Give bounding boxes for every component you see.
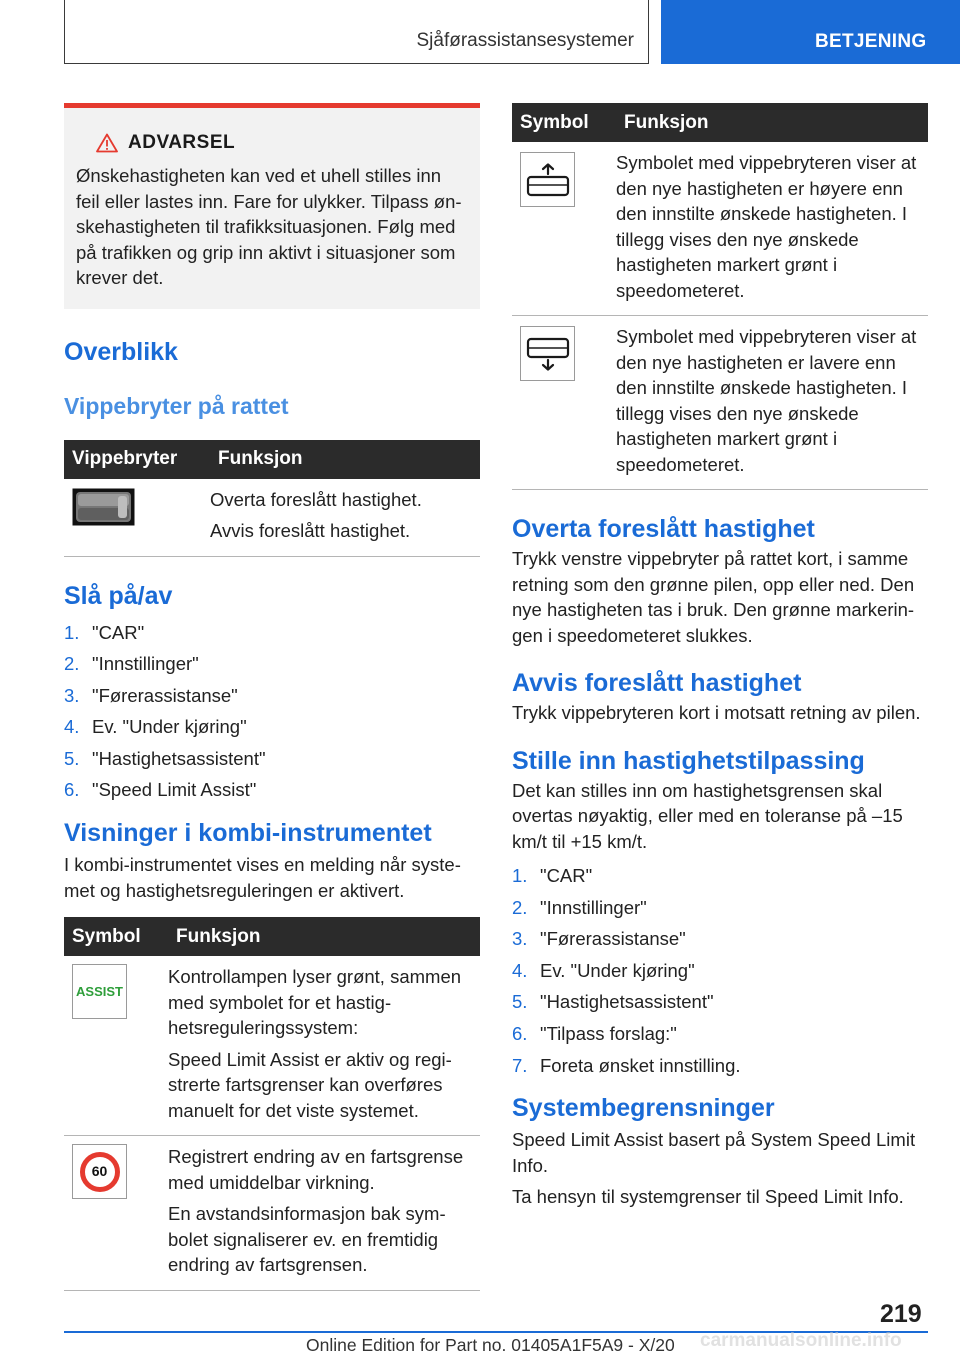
header-title: Sjåførassistansesystemer — [416, 30, 634, 51]
symbol-table-header-function: Funksjon — [168, 917, 480, 956]
adjust-steps — [512, 860, 928, 1081]
symbol-function-text: En avstandsinformasjon bak symbolet signaliserer ev. en fremtidig endring av fartsgrensen. — [168, 1203, 446, 1276]
symbol-function-text: Registrert endring av en fartsgrense med umiddelbar virkning. — [168, 1146, 464, 1193]
right-column — [512, 103, 928, 1210]
table-row — [64, 956, 480, 1136]
warning-box — [64, 103, 480, 309]
speed-limit-sign-icon: 60 — [72, 1144, 127, 1199]
rocker-function-accept: Overta foreslått hastighet. — [210, 488, 422, 510]
watermark: carmanualsonline.info — [700, 1330, 902, 1351]
symbol-table-header-symbol: Symbol — [512, 103, 616, 142]
rocker-subheading: Vippebryter på rattet — [64, 392, 289, 419]
symbol-table-header-function: Funksjon — [616, 103, 928, 142]
list-item: 2. "Innstillinger" — [512, 896, 647, 918]
adjust-heading: Stille inn hastighetstilpassing — [512, 746, 865, 775]
rocker-up-icon — [520, 152, 575, 207]
accept-text: Trykk venstre vippebryter på rattet kort, i samme retning som den grønne pilen, opp eller ned. Den nye hastigheten tas i bruk. Den grønne markeringen i speedometeret slukkes. — [512, 548, 915, 646]
list-item: 1. "CAR" — [64, 621, 145, 643]
onoff-heading: Slå på/av — [64, 581, 173, 610]
header-title-box — [64, 0, 649, 64]
list-item: 7. Foreta ønsket innstilling. — [512, 1054, 741, 1076]
symbol-function-text: Kontrollampen lyser grønt, sammen med symbolet for et hastighetsreguleringssystem: — [168, 966, 462, 1039]
list-item: 6. "Speed Limit Assist" — [64, 779, 257, 801]
rocker-table-header-function: Funksjon — [210, 440, 480, 479]
rocker-table — [64, 440, 480, 557]
rocker-switch-icon — [72, 488, 135, 526]
table-row — [64, 479, 480, 557]
adjust-text: Det kan stilles inn om hastighetsgrensen skal overtas nøyaktig, eller med en toleranse på –15 km/t til +15 km/t. — [512, 779, 903, 852]
list-item: 4. Ev. "Under kjøring" — [64, 716, 247, 738]
rocker-down-icon — [520, 326, 575, 381]
limits-text-2: Ta hensyn til systemgrenser til Speed Limit Info. — [512, 1186, 904, 1208]
display-heading: Visninger i kombi-instrumentet — [64, 819, 432, 848]
reject-heading: Avvis foreslått hastighet — [512, 669, 802, 697]
page-number: 219 — [880, 1300, 922, 1328]
list-item: 3. "Førerassistanse" — [512, 928, 686, 950]
rocker-table-header-symbol: Vippebryter — [64, 440, 210, 479]
limits-text-1: Speed Limit Assist basert på System Speed Limit Info. — [512, 1129, 916, 1176]
warning-triangle-icon — [96, 133, 118, 153]
symbol-function-text: Symbolet med vippebryteren viser at den nye hastigheten er lavere enn den innstilte ønskede hastigheten. I tillegg vises den nye ønskede hastigheten markert grønt i speedometeret. — [616, 326, 917, 475]
warning-text: Ønskehastigheten kan ved et uhell stilles inn feil eller lastes inn. Fare for ulykker. Tilpass ønskehastigheten til trafikksituasjonen. Følg med på trafikken og grip inn aktivt i situasjoner som krever det. — [76, 165, 462, 288]
table-row — [512, 142, 928, 316]
table-row — [64, 1136, 480, 1291]
accept-heading: Overta foreslått hastighet — [512, 515, 815, 543]
overview-heading: Overblikk — [64, 337, 178, 366]
section-tab[interactable] — [661, 0, 960, 64]
symbol-table-right — [512, 103, 928, 490]
reject-text: Trykk vippebryteren kort i motsatt retning av pilen. — [512, 702, 921, 723]
edition-text: Online Edition for Part no. 01405A1F5A9 - X/20 — [306, 1335, 675, 1355]
display-intro: I kombi-instrumentet vises en melding når systemet og hastighetsreguleringen er aktivert. — [64, 854, 461, 901]
list-item: 5. "Hastighetsassistent" — [512, 991, 714, 1013]
list-item: 3. "Førerassistanse" — [64, 684, 238, 706]
warning-label: ADVARSEL — [128, 132, 236, 153]
list-item: 6. "Tilpass forslag:" — [512, 1022, 677, 1044]
list-item: 5. "Hastighetsassistent" — [64, 747, 266, 769]
onoff-steps — [64, 617, 480, 807]
left-column — [64, 103, 480, 1291]
symbol-function-text: Speed Limit Assist er aktiv og registrerte fartsgrenser kan overføres manuelt for det viste systemet. — [168, 1048, 452, 1121]
table-row — [512, 316, 928, 490]
rocker-function-reject: Avvis foreslått hastighet. — [210, 520, 411, 541]
symbol-table-header-symbol: Symbol — [64, 917, 168, 956]
list-item: 2. "Innstillinger" — [64, 653, 199, 675]
list-item: 1. "CAR" — [512, 865, 593, 886]
section-tab-label: BETJENING — [815, 31, 927, 52]
assist-icon: ASSIST — [72, 964, 127, 1019]
limits-heading: Systembegrensninger — [512, 1094, 775, 1123]
list-item: 4. Ev. "Under kjøring" — [512, 959, 695, 981]
symbol-table-left — [64, 917, 480, 1291]
symbol-function-text: Symbolet med vippebryteren viser at den nye hastigheten er høyere enn den innstilte ønskede hastigheten. I tillegg vises den nye ønskede hastigheten markert grønt i speedometeret. — [616, 152, 917, 301]
